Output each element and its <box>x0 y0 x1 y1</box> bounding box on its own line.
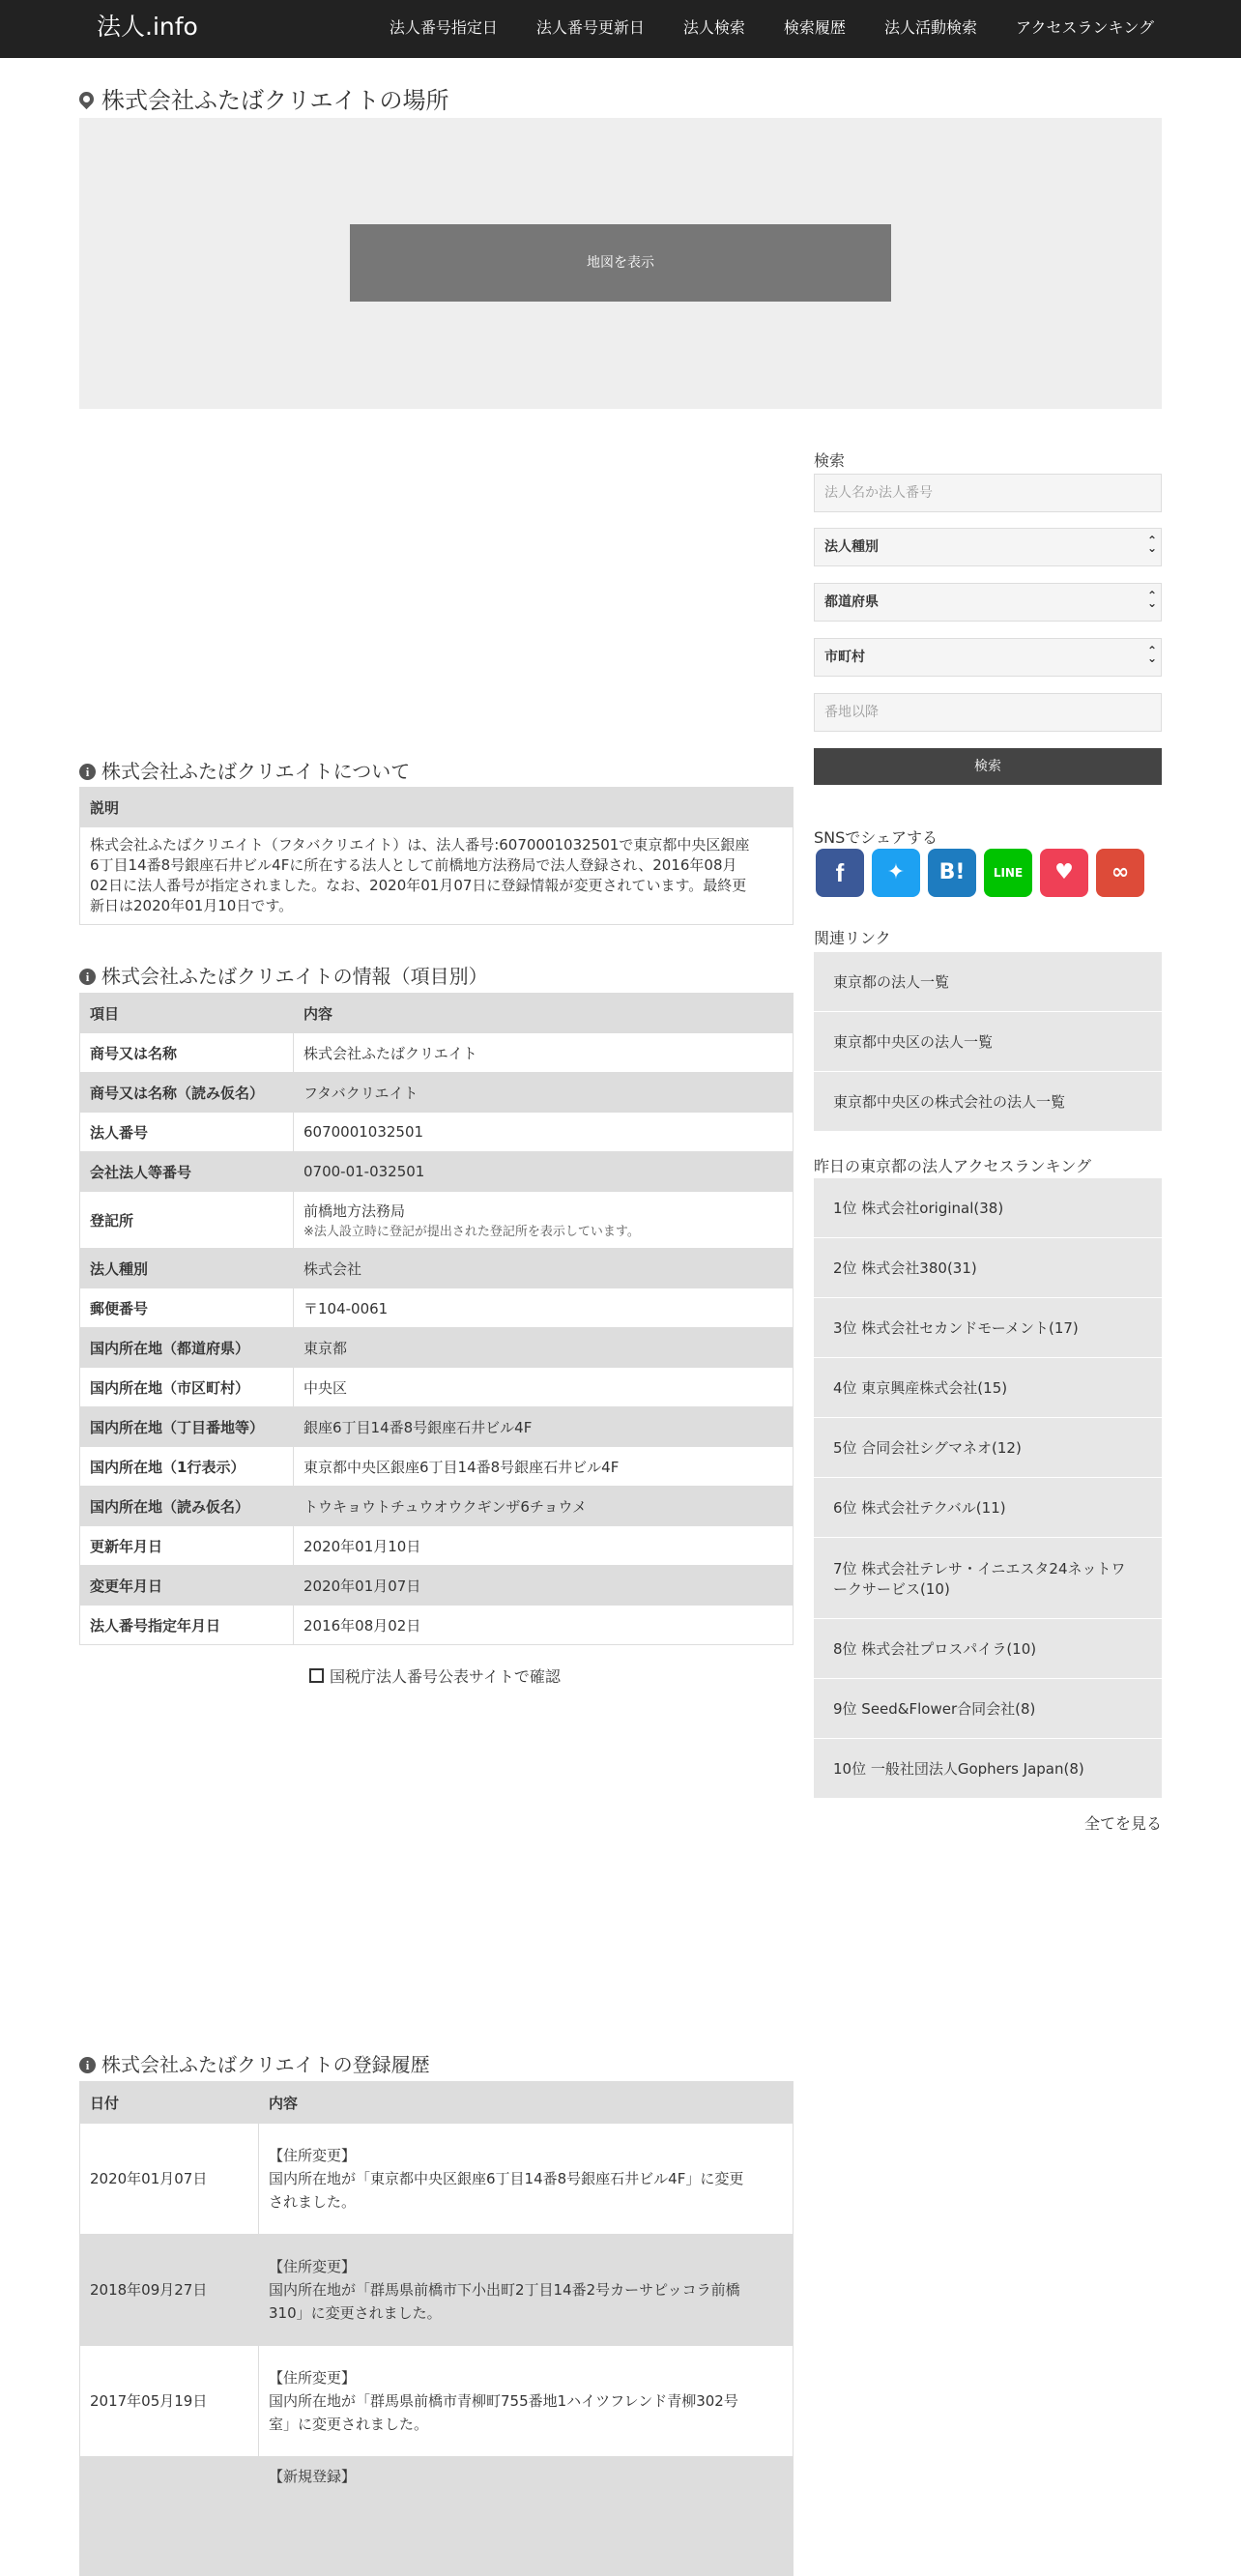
info-value: 株式会社 <box>294 1249 794 1288</box>
ranking-item[interactable]: 3位 株式会社セカンドモーメント(17) <box>814 1298 1162 1358</box>
map-section-title: 株式会社ふたばクリエイトの場所 <box>79 81 449 115</box>
prefecture-select[interactable]: ⌄ 都道府県 ⌃ <box>814 583 1162 622</box>
ranking-item[interactable]: 7位 株式会社テレサ・イニエスタ24ネットワ ークサービス(10) <box>814 1538 1162 1619</box>
ranking-item[interactable]: 10位 一般社団法人Gophers Japan(8) <box>814 1739 1162 1799</box>
info-key: 商号又は名称 <box>80 1033 294 1073</box>
ranking-item[interactable]: 6位 株式会社テクバル(11) <box>814 1478 1162 1538</box>
about-description: 株式会社ふたばクリエイト（フタバクリエイト）は、法人番号:6070001032501で東京都中央区銀座 6丁目14番8号銀座石井ビル4Fに所在する法人として前橋地方法務局で法人登録され、2016年08月 02日に法人番号が指定されました。なお、2020年01月07日に登録情報が変更されています。最終更 新日は2020年01月10日です。 <box>80 827 794 925</box>
info-key: 変更年月日 <box>80 1566 294 1606</box>
search-label: 検索 <box>814 451 846 470</box>
show-map-button[interactable]: 地図を表示 <box>350 224 891 302</box>
sns-label: SNSでシェアする <box>814 828 938 847</box>
related-link[interactable]: 東京都中央区の株式会社の法人一覧 <box>814 1072 1162 1132</box>
history-date: 2018年09月27日 <box>80 2235 259 2346</box>
info-value: 前橋地方法務局 ※法人設立時に登記が提出された登記所を表示しています。 <box>294 1192 794 1249</box>
navbar <box>0 0 1241 58</box>
info-value: 〒104-0061 <box>294 1288 794 1328</box>
ranking-item[interactable]: 1位 株式会社original(38) <box>814 1178 1162 1238</box>
info-key: 法人番号 <box>80 1113 294 1152</box>
info-head-item: 項目 <box>80 994 294 1033</box>
hatena-icon[interactable]: B! <box>928 849 976 897</box>
info-value: 2020年01月07日 <box>294 1566 794 1606</box>
history-content: 【住所変更】 国内所在地が「群馬県前橋市青柳町755番地1ハイツフレンド青柳302号 室」に変更されました。 <box>259 2346 794 2457</box>
info-value: 株式会社ふたばクリエイト <box>294 1033 794 1073</box>
history-content: 【住所変更】 国内所在地が「東京都中央区銀座6丁目14番8号銀座石井ビル4F」に変更 されました。 <box>259 2124 794 2235</box>
search-button[interactable]: 検索 <box>814 748 1162 785</box>
info-key: 郵便番号 <box>80 1288 294 1328</box>
address-input[interactable]: 番地以降 <box>814 693 1162 732</box>
nav-updated-date[interactable]: 法人番号更新日 <box>535 18 645 37</box>
info-value: 6070001032501 <box>294 1113 794 1152</box>
info-key: 国内所在地（読み仮名） <box>80 1487 294 1526</box>
ranking-item[interactable]: 5位 合同会社シグマネオ(12) <box>814 1418 1162 1478</box>
info-key: 法人種別 <box>80 1249 294 1288</box>
history-content: 【新規登録】 <box>259 2457 794 2576</box>
related-label: 関連リンク <box>814 929 891 947</box>
about-header: 説明 <box>80 788 794 827</box>
nav-search-history[interactable]: 検索履歴 <box>783 18 846 37</box>
info-key: 国内所在地（都道府県） <box>80 1328 294 1368</box>
info-table <box>79 993 794 1645</box>
info-value: 中央区 <box>294 1368 794 1407</box>
nav-activity-search[interactable]: 法人活動検索 <box>883 18 977 37</box>
corp-type-select[interactable]: ⌄ 法人種別 ⌃ <box>814 528 1162 566</box>
related-links <box>814 952 1162 1132</box>
about-title: i 株式会社ふたばクリエイトについて <box>79 756 410 784</box>
history-head-content: 内容 <box>259 2082 794 2124</box>
info-value: 銀座6丁目14番8号銀座石井ビル4F <box>294 1407 794 1447</box>
info-value: 2020年01月10日 <box>294 1526 794 1566</box>
info-key: 国内所在地（1行表示） <box>80 1447 294 1487</box>
info-key: 国内所在地（丁目番地等） <box>80 1407 294 1447</box>
sns-buttons <box>816 849 1152 897</box>
history-head-date: 日付 <box>80 2082 259 2124</box>
history-date <box>80 2457 259 2576</box>
history-date: 2020年01月07日 <box>80 2124 259 2235</box>
history-table <box>79 2081 794 2576</box>
map-area <box>79 118 1162 409</box>
main-nav <box>351 0 1154 56</box>
nta-link[interactable]: 国税庁法人番号公表サイトで確認 <box>309 1664 561 1687</box>
about-table <box>79 787 794 925</box>
info-circle-icon: i <box>79 764 96 780</box>
info-key: 更新年月日 <box>80 1526 294 1566</box>
twitter-icon[interactable]: ✦ <box>872 849 920 897</box>
site-logo[interactable]: 法人.info <box>97 13 198 41</box>
related-link[interactable]: 東京都の法人一覧 <box>814 952 1162 1012</box>
info-key: 商号又は名称（読み仮名） <box>80 1073 294 1113</box>
facebook-icon[interactable]: f <box>816 849 864 897</box>
history-content: 【住所変更】 国内所在地が「群馬県前橋市下小出町2丁目14番2号カーサピッコラ前橋 310」に変更されました。 <box>259 2235 794 2346</box>
info-key: 会社法人等番号 <box>80 1152 294 1192</box>
info-key: 法人番号指定年月日 <box>80 1606 294 1645</box>
info-title: i 株式会社ふたばクリエイトの情報（項目別） <box>79 961 488 989</box>
ranking-item[interactable]: 9位 Seed&Flower合同会社(8) <box>814 1679 1162 1739</box>
link-icon[interactable]: ∞ <box>1096 849 1144 897</box>
info-circle-icon: i <box>79 969 96 985</box>
info-value: フタバクリエイト <box>294 1073 794 1113</box>
info-key: 国内所在地（市区町村） <box>80 1368 294 1407</box>
info-value: トウキョウトチュウオウクギンザ6チョウメ <box>294 1487 794 1526</box>
pocket-icon[interactable]: ♥ <box>1040 849 1088 897</box>
ranking-item[interactable]: 2位 株式会社380(31) <box>814 1238 1162 1298</box>
see-all-link[interactable]: 全てを見る <box>1083 1814 1162 1833</box>
line-icon[interactable]: LINE <box>984 849 1032 897</box>
city-select[interactable]: ⌄ 市町村 ⌃ <box>814 638 1162 677</box>
info-key: 登記所 <box>80 1192 294 1249</box>
related-link[interactable]: 東京都中央区の法人一覧 <box>814 1012 1162 1072</box>
nav-corp-search[interactable]: 法人検索 <box>682 18 745 37</box>
history-date: 2017年05月19日 <box>80 2346 259 2457</box>
ranking-item[interactable]: 4位 東京興産株式会社(15) <box>814 1358 1162 1418</box>
info-value: 0700-01-032501 <box>294 1152 794 1192</box>
info-circle-icon: i <box>79 2057 96 2073</box>
external-link-icon <box>309 1668 324 1683</box>
ranking-list <box>814 1178 1162 1799</box>
info-value: 東京都 <box>294 1328 794 1368</box>
ranking-label: 昨日の東京都の法人アクセスランキング <box>814 1157 1092 1175</box>
info-value: 東京都中央区銀座6丁目14番8号銀座石井ビル4F <box>294 1447 794 1487</box>
corp-name-input[interactable]: 法人名か法人番号 <box>814 474 1162 512</box>
ranking-item[interactable]: 8位 株式会社プロスパイラ(10) <box>814 1619 1162 1679</box>
history-title: i 株式会社ふたばクリエイトの登録履歴 <box>79 2049 430 2077</box>
nav-assigned-date[interactable]: 法人番号指定日 <box>389 18 498 37</box>
nav-access-ranking[interactable]: アクセスランキング <box>1015 18 1154 37</box>
registry-note: ※法人設立時に登記が提出された登記所を表示しています。 <box>303 1225 640 1239</box>
info-head-content: 内容 <box>294 994 794 1033</box>
map-marker-icon <box>76 89 97 109</box>
info-value: 2016年08月02日 <box>294 1606 794 1645</box>
